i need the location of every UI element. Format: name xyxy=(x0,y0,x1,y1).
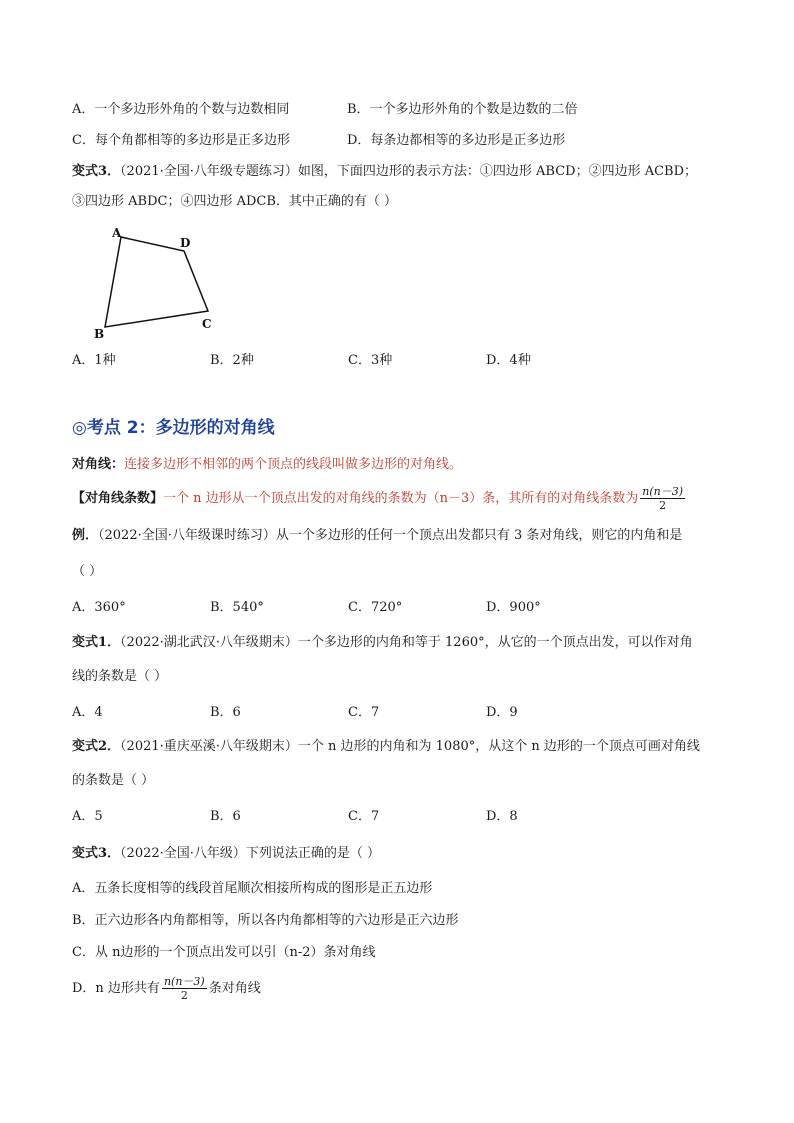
variant2-option-a[interactable]: A．5 xyxy=(72,809,103,824)
variant3a-option-a[interactable]: A．1种 xyxy=(72,353,116,368)
example-option-d[interactable]: D．900° xyxy=(486,600,541,615)
variant3b-option-b[interactable]: B．正六边形各内角都相等，所以各内角都相等的六边形是正六边形 xyxy=(72,913,459,928)
variant3b-line1: （2022·全国·八年级）下列说法正确的是（ ） xyxy=(120,846,381,861)
example-question xyxy=(72,526,682,546)
variant3a-question xyxy=(72,162,697,182)
option-d-fraction-denominator: 2 xyxy=(180,989,188,1002)
vertex-label-c: C xyxy=(202,317,212,331)
variant1-question xyxy=(72,633,693,653)
option-d-fraction xyxy=(162,975,207,1002)
variant1-option-c[interactable]: C．7 xyxy=(348,705,380,720)
quadrilateral-shape xyxy=(105,237,208,327)
variant1-option-d[interactable]: D．9 xyxy=(486,705,518,720)
rule-fraction-denominator: 2 xyxy=(659,499,667,512)
definition-text: 连接多边形不相邻的两个顶点的线段叫做多边形的对角线。 xyxy=(124,457,463,472)
vertex-label-a: A xyxy=(112,226,122,240)
vertex-label-d: D xyxy=(180,236,191,250)
prev-option-c[interactable]: C．每个角都相等的多边形是正多边形 xyxy=(72,133,290,148)
rule-fraction-numerator: n(n－3) xyxy=(642,485,684,498)
variant3a-option-c[interactable]: C．3种 xyxy=(348,353,393,368)
definition-line xyxy=(72,455,462,475)
variant2-line1: （2021·重庆巫溪·八年级期末）一个 n 边形的内角和为 1080°，从这个 n 边形的一个顶点可画对角线 xyxy=(120,739,700,754)
prev-option-a[interactable]: A．一个多边形外角的个数与边数相同 xyxy=(72,102,290,117)
variant3b-option-c[interactable]: C．从 n边形的一个顶点出发可以引（n-2）条对角线 xyxy=(72,945,376,960)
option-d-fraction-numerator: n(n－3) xyxy=(163,975,205,988)
example-line1: （2022·全国·八年级课时练习）从一个多边形的任何一个顶点出发都只有 3 条对角线，则它的内角和是 xyxy=(98,528,683,543)
variant3a-option-b[interactable]: B．2种 xyxy=(210,353,254,368)
example-option-a[interactable]: A．360° xyxy=(72,600,126,615)
variant1-label: 变式1． xyxy=(72,635,121,650)
variant1-line2: 线的条数是（ ） xyxy=(72,669,168,684)
definition-label: 对角线： xyxy=(72,457,125,472)
rule-line xyxy=(72,484,687,514)
variant3a-label: 变式3． xyxy=(72,164,121,179)
quadrilateral-figure xyxy=(88,220,228,345)
rule-fraction xyxy=(640,485,685,512)
variant2-question xyxy=(72,737,700,757)
variant2-option-c[interactable]: C．7 xyxy=(348,809,380,824)
variant3b-option-a[interactable]: A．五条长度相等的线段首尾顺次相接所构成的图形是正五边形 xyxy=(72,881,433,896)
rule-label: 【对角线条数】 xyxy=(72,491,164,506)
prev-option-d[interactable]: D．每条边都相等的多边形是正多边形 xyxy=(347,133,566,148)
variant2-line2: 的条数是（ ） xyxy=(72,773,155,788)
variant3a-line1: （2021·全国·八年级专题练习）如图，下面四边形的表示方法：①四边形 ABCD；②四边形 ACBD； xyxy=(120,164,698,179)
variant2-option-b[interactable]: B．6 xyxy=(210,809,241,824)
variant3b-question xyxy=(72,844,380,864)
variant3b-label: 变式3． xyxy=(72,846,121,861)
section-title: ◎考点 2：多边形的对角线 xyxy=(72,418,275,438)
prev-option-b[interactable]: B．一个多边形外角的个数是边数的二倍 xyxy=(347,102,578,117)
example-line2: （ ） xyxy=(72,564,103,579)
vertex-label-b: B xyxy=(94,327,105,341)
variant3a-option-d[interactable]: D．4种 xyxy=(486,353,531,368)
option-d-prefix: D．n 边形共有 xyxy=(72,981,160,996)
variant1-option-a[interactable]: A．4 xyxy=(72,705,103,720)
variant3b-option-d[interactable] xyxy=(72,974,261,1004)
variant2-label: 变式2． xyxy=(72,739,121,754)
variant3a-line2: ③四边形 ABDC；④四边形 ADCB．其中正确的有（ ） xyxy=(72,194,398,209)
rule-text: 一个 n 边形从一个顶点出发的对角线的条数为（n－3）条，其所有的对角线条数为 xyxy=(163,491,639,506)
option-d-suffix: 条对角线 xyxy=(208,981,261,996)
example-label: 例． xyxy=(72,528,99,543)
variant1-option-b[interactable]: B．6 xyxy=(210,705,241,720)
example-option-c[interactable]: C．720° xyxy=(348,600,403,615)
example-option-b[interactable]: B．540° xyxy=(210,600,264,615)
variant2-option-d[interactable]: D．8 xyxy=(486,809,518,824)
variant1-line1: （2022·湖北武汉·八年级期末）一个多边形的内角和等于 1260°，从它的一个顶点出发，可以作对角 xyxy=(120,635,693,650)
